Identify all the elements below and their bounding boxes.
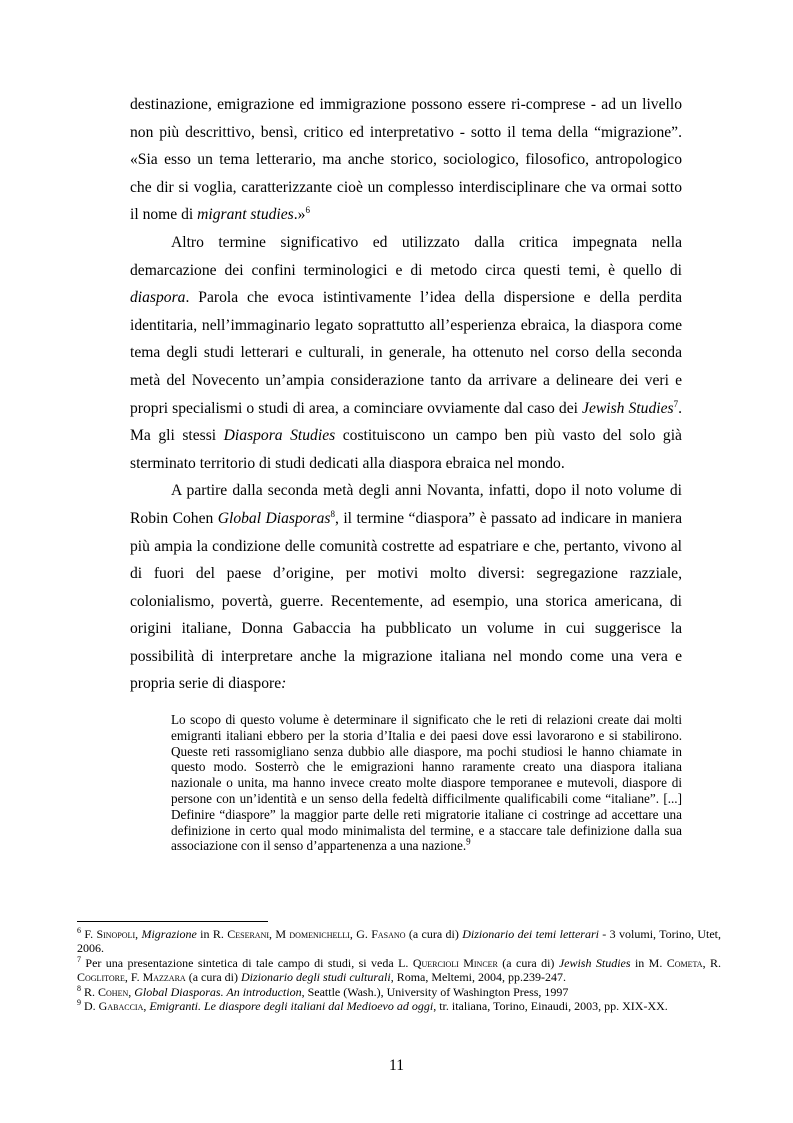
text-run: , M [269, 927, 290, 941]
footnote-number: 9 [77, 998, 81, 1008]
text-run: - 3 volumi, Torino, Utet, 2006. [77, 927, 722, 956]
text-run: A partire dalla seconda metà degli anni Novanta, infatti, dopo il noto volume di Robin Cohen [130, 482, 682, 527]
footnote-ref-7[interactable]: 7 [673, 398, 679, 409]
footnote-6 [77, 927, 721, 956]
text-run: , [135, 927, 142, 941]
author-name: Fasano [371, 927, 406, 941]
footnote-ref-6[interactable]: 6 [305, 205, 310, 216]
author-name: domenichelli [289, 927, 350, 941]
italic-title: Migrazione [141, 927, 197, 941]
italic-term: Jewish Studies [582, 399, 674, 417]
text-run: . Parola che evoca istintivamente l’idea della dispersione e della perdita identitaria, nell’immaginario legato soprattutto all’esperienza ebraica, la diaspora come tema degli studi letterari e culturali, in generale, ha ottenuto nel corso della seconda metà del Novecento un’ampia considerazione tanto da arrivare a delineare dei veri e propri specialismi o studi di area, a cominciare ovviamente dal caso dei [130, 289, 682, 417]
text-run: , [143, 999, 150, 1014]
italic-term: diaspora [130, 289, 186, 307]
text-run: . Ma gli stessi [130, 399, 682, 445]
footnote-7 [77, 956, 721, 985]
text-run: F. [81, 927, 97, 941]
text-run: , R. [702, 955, 721, 970]
italic-title: Dizionario degli studi culturali [241, 970, 391, 985]
author-name: Quercioli Mincer [412, 955, 498, 970]
paragraph-2 [130, 229, 682, 477]
footnote-8 [77, 985, 721, 999]
text-run: .» [293, 206, 306, 224]
text-run: in M. [630, 955, 667, 970]
text-run: D. [81, 999, 99, 1014]
author-name: Cohen [98, 984, 129, 999]
italic-term: migrant studies [197, 206, 294, 224]
italic-term: Global Diasporas [217, 509, 331, 527]
text-run: , G. [349, 927, 372, 941]
footnote-ref-9[interactable]: 9 [466, 837, 471, 848]
text-run: : [281, 675, 287, 693]
author-name: Mazzara [142, 970, 186, 985]
main-text [130, 91, 682, 854]
italic-title: Emigranti. Le diaspore degli italiani dal Medioevo ad oggi [149, 999, 434, 1014]
page-number: 11 [388, 1057, 404, 1074]
paragraph-1 [130, 91, 682, 229]
footnote-9 [77, 999, 721, 1013]
author-name: Gabaccia [98, 999, 144, 1014]
italic-title: Global Diasporas. An introduction [134, 984, 302, 999]
paragraph-3 [130, 477, 682, 698]
text-run: , F. [124, 970, 143, 985]
italic-title: Jewish Studies [558, 955, 631, 970]
block-quote [171, 712, 682, 854]
author-name: Coglitore [77, 970, 125, 985]
text-run: in R. [196, 927, 228, 941]
text-run: Per una presentazione sintetica di tale campo di studi, si veda L. [81, 955, 413, 970]
footnote-number: 6 [77, 926, 81, 935]
author-name: Ceserani [227, 927, 270, 941]
text-run: Altro termine significativo ed utilizzato dalla critica impegnata nella demarcazione dei confini terminologici e di metodo circa questi temi, è quello di [130, 233, 682, 279]
footnote-number: 8 [77, 983, 81, 993]
text-run: (a cura di) [405, 927, 463, 941]
text-run: , Roma, Meltemi, 2004, pp.239-247. [390, 970, 567, 985]
text-run: , [128, 984, 135, 999]
footnote-number: 7 [77, 954, 81, 964]
text-run: , Seattle (Wash.), University of Washington Press, 1997 [301, 984, 569, 999]
text-run: (a cura di) [497, 955, 559, 970]
footnote-ref-8[interactable]: 8 [330, 508, 335, 519]
quote-text: Lo scopo di questo volume è determinare il significato che le reti di relazioni create dai molti emigranti italiani ebbero per la storia d’Italia e dei paesi dove essi lavorarono e si stabilirono. Queste reti rassomigliano senza dubbio alle diaspore, ma pochi studiosi le hanno chiamate in questo modo. Sosterrò che le emigrazioni hanno raramente creato una diaspora italiana nazionale o unita, ma hanno invece creato molte diaspore temporanee e mutevoli, diaspore di persone con un’identità e un senso della fedeltà difficilmente qualificabili come “italiane”. [...] Definire “diaspore” la maggior parte delle reti migratorie italiane ci costringe ad accettare una definizione in certo qual modo minimalista del termine, e a staccare tale definizione dalla sua associazione con il senso d’appartenenza a una nazione. [171, 712, 682, 854]
text-run: R. [81, 984, 99, 999]
text-run: , il termine “diaspora” è passato ad indicare in maniera più ampia la condizione delle comunità costrette ad espatriare e che, pertanto, vivono al di fuori del paese d’origine, per motivi molto diversi: segregazione razziale, colonialismo, povertà, guerre. Recentemente, ad esempio, una storica americana, di origini italiane, Donna Gabaccia ha pubblicato un volume in cui suggerisce la possibilità di interpretare anche la migrazione italiana nel mondo come una vera e propria serie di diaspore [130, 509, 682, 693]
text-run: , tr. italiana, Torino, Einaudi, 2003, pp. XIX-XX. [433, 999, 668, 1014]
italic-title: Dizionario dei temi letterari [462, 927, 599, 941]
italic-term: Diaspora Studies [223, 427, 336, 445]
footnote-separator [77, 921, 268, 922]
author-name: Cometa [666, 955, 703, 970]
text-run: (a cura di) [185, 970, 242, 985]
text-run: costituiscono un campo ben più vasto del solo già sterminato territorio di studi dedicati alla diaspora ebraica nel mondo. [130, 427, 682, 472]
footnotes [77, 927, 721, 1013]
author-name: Sinopoli [96, 927, 136, 941]
text-run: destinazione, emigrazione ed immigrazione possono essere ri-comprese - ad un livello non più descrittivo, bensì, critico ed interpretativo - sotto il tema della “migrazione”. «Sia esso un tema letterario, ma anche storico, sociologico, filosofico, antropologico che dir si voglia, caratterizzante cioè un complesso interdisciplinare che va ormai sotto il nome di [130, 96, 682, 224]
